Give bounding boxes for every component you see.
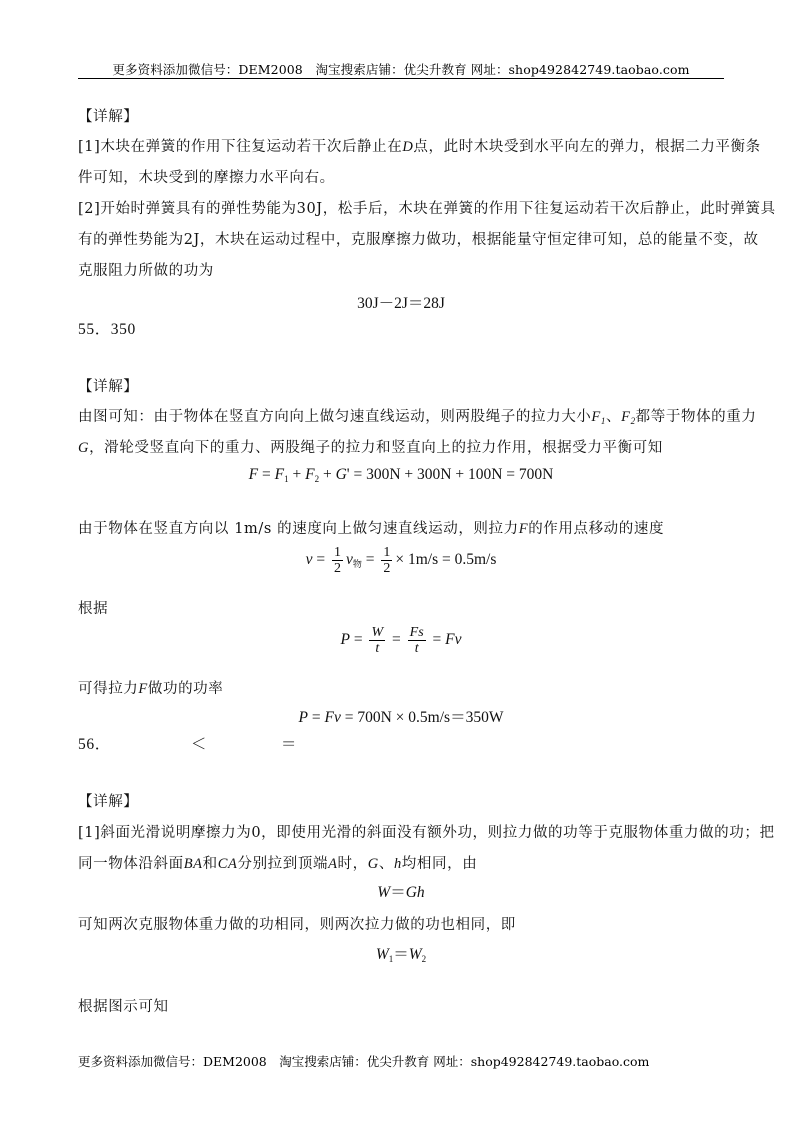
- q56-heading: 【详解】: [78, 794, 139, 810]
- q55-line-3: 由于物体在竖直方向以 1m/s 的速度向上做匀速直线运动，则拉力F的作用点移动的速度: [78, 521, 665, 537]
- q55-equation-force: $F = F_1 + F_2 + G' = 300N + 300N + 100N = 700N$: [248, 466, 554, 484]
- page-footer: 更多资料添加微信号：DEM2008 淘宝搜索店铺：优尖升教育 网址：shop492842749.taobao.com: [78, 1054, 650, 1069]
- q56-line-4: 根据图示可知: [78, 999, 169, 1015]
- q55-line-2: G，滑轮受竖直向下的重力、两股绳子的拉力和竖直向上的拉力作用，根据受力平衡可知: [78, 440, 663, 456]
- q56-line-3: 可知两次克服物体重力做的功相同，则两次拉力做的功也相同，即: [78, 917, 516, 933]
- q55-line-4: 根据: [78, 601, 109, 617]
- q54-heading: 【详解】: [78, 109, 139, 125]
- q54-line-2: 件可知，木块受到的摩擦力水平向右。: [78, 170, 335, 186]
- q56-equation-equal-work: $W_1=W_2$: [375, 946, 427, 964]
- q54-line-3: [2]开始时弹簧具有的弹性势能为30J，松手后，木块在弹簧的作用下往复运动若干次后静止，此时弹簧具: [78, 201, 776, 217]
- page-header: 更多资料添加微信号：DEM2008 淘宝搜索店铺：优尖升教育 网址：shop492842749.taobao.com: [112, 62, 690, 77]
- header-divider: [78, 78, 724, 79]
- q55-answer: 55．350: [78, 321, 136, 338]
- q56-answer: 56． ＜ ＝: [78, 736, 298, 753]
- q54-line-1: [1]木块在弹簧的作用下往复运动若干次后静止在D点，此时木块受到水平向左的弹力，根据二力平衡条: [78, 139, 761, 155]
- q55-line-5: 可得拉力F做功的功率: [78, 681, 224, 697]
- q55-equation-power: P = Fv = 700N × 0.5m/s＝350W: [298, 709, 504, 726]
- q56-line-1: [1]斜面光滑说明摩擦力为0，即使用光滑的斜面没有额外功，则拉力做的功等于克服物体重力做的功；把: [78, 825, 775, 841]
- q55-heading: 【详解】: [78, 379, 139, 395]
- q55-equation-velocity: v = $\frac{1}{2}$ $v_物$ = $\frac{1}{2}$ × 1m/s = 0.5m/s: [305, 545, 497, 576]
- q54-equation: 30J－2J＝28J: [357, 295, 445, 312]
- q55-line-1: 由图可知：由于物体在竖直方向向上做匀速直线运动，则两股绳子的拉力大小$F_1$、$F_2$都等于物体的重力: [78, 409, 757, 426]
- q56-line-2: 同一物体沿斜面BA和CA分别拉到顶端A时，G、h均相同，由: [78, 856, 478, 872]
- q55-equation-power-formula: P = $\frac{W}{t}$ = $\frac{Fs}{t}$ = Fv: [340, 625, 462, 656]
- q56-equation-work: W＝Gh: [377, 884, 425, 901]
- q54-line-5: 克服阻力所做的功为: [78, 263, 214, 279]
- q54-line-4: 有的弹性势能为2J，木块在运动过程中，克服摩擦力做功，根据能量守恒定律可知，总的能量不变，故: [78, 232, 759, 248]
